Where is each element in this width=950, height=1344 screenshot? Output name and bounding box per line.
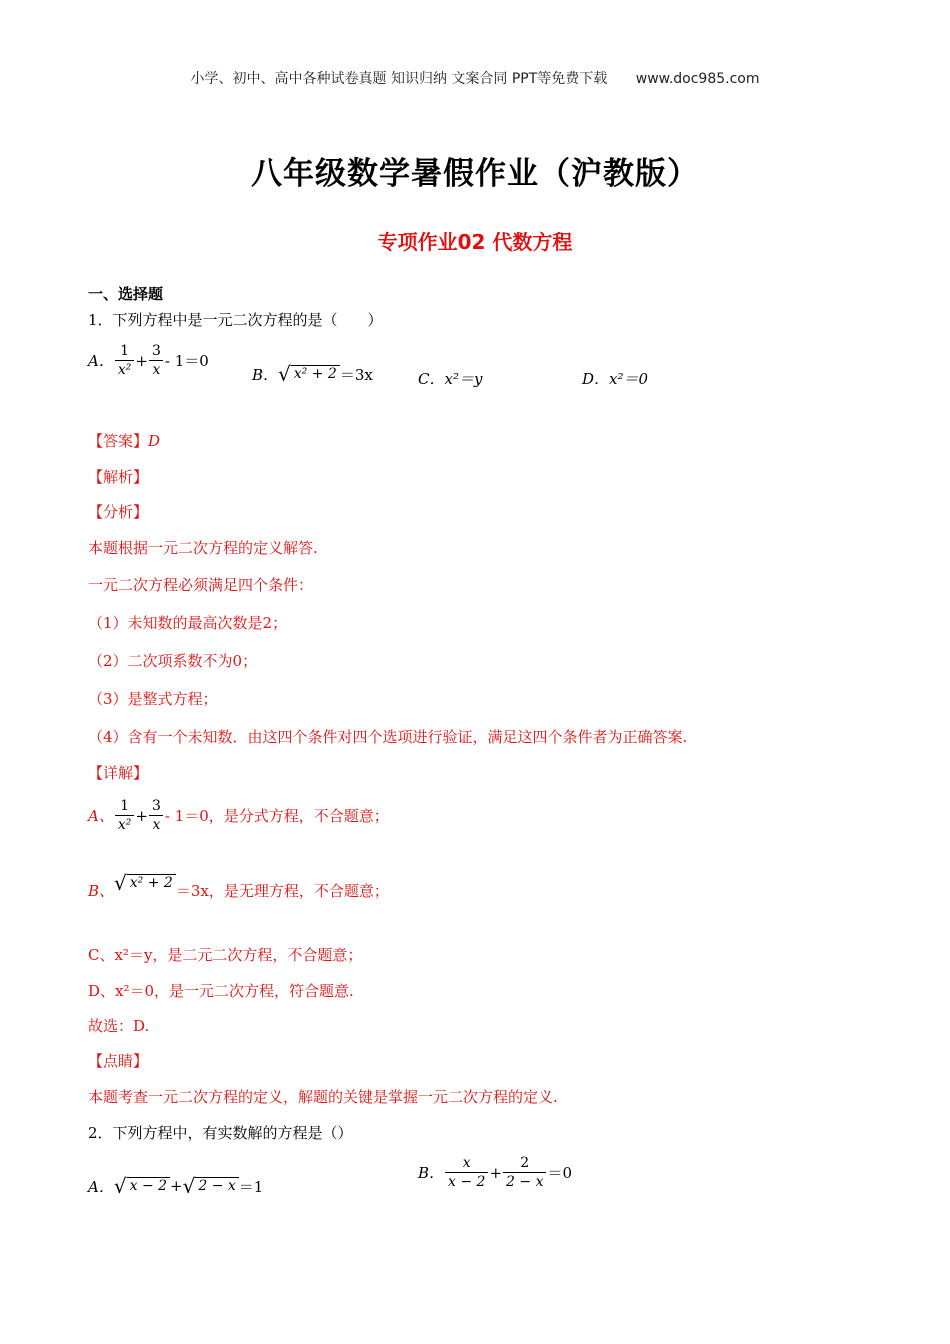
q1-b-tail: ＝3x: [339, 365, 373, 384]
denominator: x: [149, 815, 163, 834]
detail-b-tail: ＝3x，是无理方程，不合题意；: [175, 882, 389, 900]
analysis-line: （1）未知数的最高次数是2；: [88, 614, 288, 632]
detail-b: [88, 870, 389, 901]
numerator: 3: [151, 798, 161, 814]
sqrt-expression: √ x − 2: [114, 1174, 170, 1198]
fraction: [445, 1154, 488, 1191]
fraction: [115, 342, 135, 379]
q1-d-label: D．: [582, 370, 610, 388]
q1-option-c: [418, 368, 482, 389]
q2-b-tail: ＝0: [547, 1164, 573, 1182]
numerator: 1: [120, 798, 130, 814]
document-subtitle: 专项作业02 代数方程: [377, 230, 573, 254]
question-2-stem: 2．下列方程中，有实数解的方程是（）: [88, 1124, 353, 1142]
sqrt-expression: √ x² + 2: [114, 871, 176, 895]
q1-option-a: [88, 342, 209, 379]
dianjing-label: 【点睛】: [88, 1052, 149, 1070]
summary-line: 本题考查一元二次方程的定义，解题的关键是掌握一元二次方程的定义.: [88, 1088, 558, 1106]
fraction: [503, 1154, 546, 1191]
page-header: [0, 68, 950, 88]
radicand: x − 2: [127, 1177, 170, 1194]
radicand: x² + 2: [291, 365, 340, 382]
analysis-line: 一元二次方程必须满足四个条件：: [88, 576, 314, 594]
detail-d: D、x²＝0，是一元二次方程，符合题意.: [88, 982, 354, 1000]
denominator: x²: [115, 815, 135, 834]
fenxi-label: 【分析】: [88, 503, 149, 521]
q2-b-label: B．: [418, 1164, 445, 1182]
analysis-line: 本题根据一元二次方程的定义解答.: [88, 539, 318, 557]
answer-label: 【答案】: [88, 432, 149, 450]
jiexi-label: 【解析】: [88, 468, 149, 486]
q2-option-b: [418, 1154, 572, 1191]
q1-c-label: C．: [418, 370, 445, 388]
plus-sign: +: [170, 1177, 183, 1195]
q1-c-eq: x²＝y: [444, 370, 483, 388]
header-site[interactable]: www.doc985.com: [635, 71, 760, 87]
plus-sign: +: [489, 1163, 503, 1182]
q2-option-a: [88, 1174, 263, 1198]
fraction: [149, 797, 164, 834]
analysis-line: （2）二次项系数不为0；: [88, 652, 258, 670]
question-1-stem: 1．下列方程中是一元二次方程的是（ ）: [88, 311, 383, 329]
detail-c: C、x²＝y，是二元二次方程，不合题意；: [88, 946, 363, 964]
detail-a-label: A、: [88, 807, 114, 825]
denominator: 2 − x: [503, 1172, 546, 1191]
detail-choose: 故选：D.: [88, 1017, 150, 1035]
q1-d-eq: x²＝0: [609, 370, 649, 388]
q1-a-label: A．: [88, 352, 114, 370]
plus-sign: +: [135, 806, 148, 825]
denominator: x − 2: [445, 1172, 488, 1191]
document-title: 八年级数学暑假作业（沪教版）: [251, 156, 699, 192]
q2-a-label: A．: [88, 1177, 114, 1196]
sqrt-expression: √ x² + 2: [278, 362, 340, 386]
q1-option-d: [582, 368, 648, 389]
detail-b-label: B、: [88, 882, 115, 900]
numerator: 3: [151, 343, 161, 359]
detail-a-tail: - 1＝0，是分式方程，不合题意；: [164, 807, 389, 825]
answer-line: [88, 430, 160, 451]
section-heading: 一、选择题: [88, 285, 164, 303]
radicand: x² + 2: [127, 874, 176, 891]
q1-b-label: B．: [252, 365, 279, 384]
q1-option-b: [252, 362, 373, 386]
numerator: x: [462, 1155, 471, 1171]
plus-sign: +: [135, 351, 148, 370]
answer-value: D: [148, 432, 161, 450]
denominator: x: [149, 360, 163, 379]
sqrt-expression: √ 2 − x: [183, 1174, 239, 1198]
q2-a-tail: ＝1: [238, 1177, 264, 1196]
xiangjie-label: 【详解】: [88, 764, 149, 782]
detail-a: [88, 797, 389, 834]
q1-a-tail: - 1＝0: [164, 352, 209, 370]
radicand: 2 − x: [195, 1177, 238, 1194]
analysis-line: （3）是整式方程；: [88, 690, 218, 708]
numerator: 2: [520, 1155, 530, 1171]
denominator: x²: [115, 360, 135, 379]
analysis-line: （4）含有一个未知数．由这四个条件对四个选项进行验证，满足这四个条件者为正确答案.: [88, 728, 688, 746]
fraction: [149, 342, 164, 379]
header-text: 小学、初中、高中各种试卷真题 知识归纳 文案合同 PPT等免费下载: [190, 71, 608, 87]
fraction: [115, 797, 135, 834]
numerator: 1: [120, 343, 130, 359]
